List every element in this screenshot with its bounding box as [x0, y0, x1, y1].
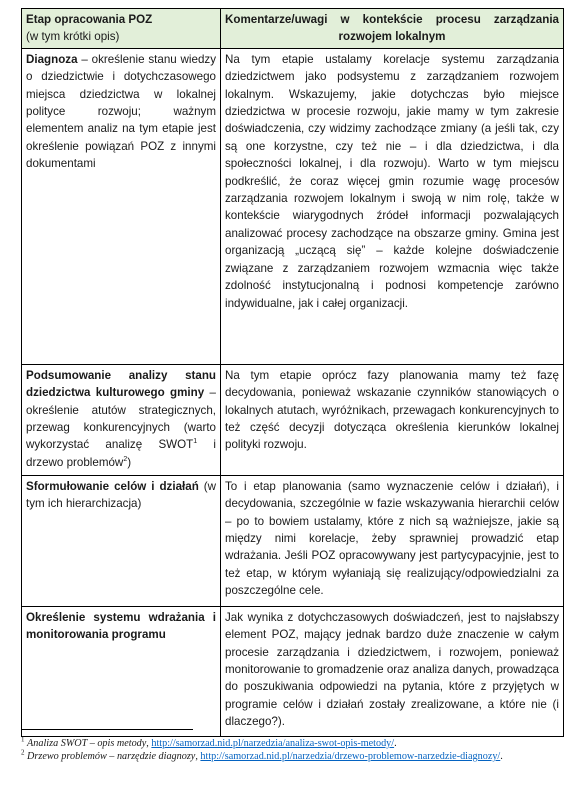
table-row	[22, 364, 564, 475]
footnote-end: .	[500, 751, 503, 762]
stage-description-cont: i drzewo problemów	[26, 438, 217, 469]
stage-cell	[22, 48, 221, 364]
footnote-title: Drzewo problemów – narzędzie diagnozy	[27, 751, 196, 762]
comment-cell: Na tym etapie ustalamy korelacje systemu zarządzania dziedzictwem jako podsystemu z zarządzaniem rozwojem lokalnym. Wskazujemy, jakie dotychczas było miejsce dziedzictwa w procesie rozwoju, jakie mamy w tym zakresie doświadczenia, czy widzimy zachodzące zmiany (a jeśli tak, czy są one korzystne, czy też nie – i dla dziedzictwa, i dla społeczności lokalnej, i dla rozwoju). Warto w tym miejscu podkreślić, że coraz więcej gmin rozumie wagę procesów zarządzania rozwojem lokalnym i swoją w nim rolę, także w kontekście wiarygodnych źródeł informacji pozwalających analizować procesy zachodzące na obszarze gminy. Gmina jest organizacją „uczącą się” – każde kolejne doświadczenie związane z zarządzaniem rozwojem wzmacnia więc także zdolność instytucjonalną i podnosi kompetencje zarówno indywidualne, jak i całej organizacji.	[221, 48, 564, 364]
table-row	[22, 475, 564, 606]
footnote-1	[21, 737, 561, 750]
poz-table	[21, 8, 564, 737]
footnote-ref-1[interactable]: 1	[193, 438, 198, 446]
footnotes	[21, 737, 561, 763]
comment-cell: Na tym etapie oprócz fazy planowania mamy też fazę decydowania, ponieważ wskazanie czynników stanowiących o lokalnych atutach, wyróżnikach, przewagach konkurencyjnych to też część decyzji dotycząca określenia kierunków lokalnej polityki rozwoju.	[221, 364, 564, 475]
footnote-title: Analiza SWOT – opis metody	[27, 738, 147, 749]
stage-cell	[22, 364, 221, 475]
header-stage-cell	[22, 9, 221, 49]
header-comment-cell	[221, 9, 564, 49]
comment-cell: Jak wynika z dotychczasowych doświadczeń, jest to najsłabszy element POZ, mający jednak bardzo duże znaczenie w całym procesie zarządzania i dziedzictwem, i rozwojem, ponieważ monitorowanie to gromadzenie oraz analiza danych, prowadząca do poszukiwania odpowiedzi na pytania, które z przyjętych w programie celów i działań zostały zrealizowane, a które nie (i dlaczego?).	[221, 606, 564, 736]
table-row	[22, 48, 564, 364]
stage-title: Podsumowanie analizy stanu dziedzictwa kulturowego gminy	[26, 368, 216, 400]
footnote-separator	[21, 729, 193, 730]
stage-description: (w tym ich hierarchizacja)	[26, 479, 216, 511]
stage-title: Diagnoza	[26, 52, 78, 66]
header-stage-title: Etap opracowania POZ	[26, 13, 153, 26]
stage-description-end: )	[127, 455, 132, 469]
footnote-number: 2	[21, 748, 25, 757]
table-row	[22, 606, 564, 736]
stage-cell	[22, 606, 221, 736]
header-comment-title: Komentarze/uwagi w kontekście procesu zarządzania rozwojem lokalnym	[225, 13, 559, 44]
header-stage-subtitle: (w tym krótki opis)	[26, 30, 120, 44]
footnote-separator-text: ,	[146, 738, 152, 749]
comment-cell: To i etap planowania (samo wyznaczenie celów i działań), i decydowania, szczególnie w fazie wskazywania hierarchii celów – po to bowiem ustalamy, które z nich są ważniejsze, jakie są między nimi korelacje, żeby sprawniej prowadzić etap wdrażania. Jeśli POZ opracowywany jest partycypacyjnie, jest to też etap, w którym wyłaniają się realizujący/odpowiedzialni za poszczególne cele.	[221, 475, 564, 606]
stage-title: Sformułowanie celów i działań	[26, 479, 199, 493]
table-header-row	[22, 9, 564, 49]
stage-cell	[22, 475, 221, 606]
stage-description: – określenie atutów strategicznych, przewag konkurencyjnych (warto wykorzystać analizę SWOT	[26, 386, 216, 452]
footnote-link[interactable]: http://samorzad.nid.pl/narzedzia/analiza-swot-opis-metody/	[151, 738, 395, 749]
footnote-ref-2[interactable]: 2	[123, 455, 128, 463]
footnote-2	[21, 750, 561, 763]
stage-description: – określenie stanu wiedzy o dziedzictwie i dotychczasowego miejsca dziedzictwa w lokalnej polityce rozwoju; ważnym elementem analiz na tym etapie jest określenie powiązań POZ z innymi dokumentami	[26, 52, 216, 171]
footnote-number: 1	[21, 735, 25, 744]
stage-title: Określenie systemu wdrażania i monitorowania programu	[26, 610, 216, 642]
footnote-link[interactable]: http://samorzad.nid.pl/narzedzia/drzewo-problemow-narzedzie-diagnozy/	[200, 751, 501, 762]
footnote-end: .	[394, 738, 397, 749]
footnote-separator-text: ,	[195, 751, 201, 762]
